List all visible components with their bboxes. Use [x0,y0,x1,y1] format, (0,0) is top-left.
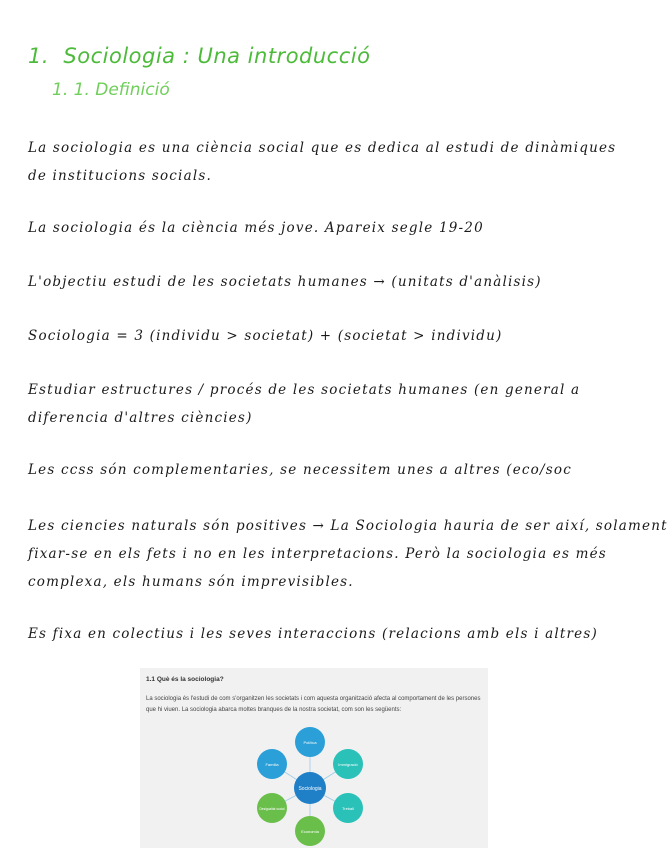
embed-paragraph: La sociologia és l'estudi de com s'organitzen les societats i com aquesta organització afecta al comportament de les persones que hi viuen. La sociologia abarca moltes branques de la nostra societat, com son les següents: [146,696,481,713]
embedded-screenshot [140,668,488,848]
note-line: diferencia d'altres ciències) [28,410,253,426]
node-label: Família [265,762,279,767]
note-line: complexa, els humans són imprevisibles. [28,574,354,590]
note-objective [28,268,542,296]
note-line: Estudiar estructures / procés de les societats humanes (en general a [28,382,581,398]
note-formula [28,322,503,350]
note-line: Sociologia = 3 (individu > societat) + (societat > individu) [28,328,503,344]
node-label: Economia [301,829,319,834]
note-definition [28,134,616,190]
note-line: La sociologia es una ciència social que es dedica al estudi de dinàmiques [28,140,617,156]
note-structures [28,376,580,432]
note-youngest-science [28,214,484,242]
sociology-mind-map [140,668,488,848]
note-line: L'objectiu estudi de les societats humanes → (unitats d'anàlisis) [28,274,542,290]
note-line: fixar-se en els fets i no en les interpretacions. Però la sociologia es més [28,546,607,562]
note-collectives [28,620,598,648]
title-number: 1. [28,44,50,68]
node-label: Immigració [338,762,358,767]
center-label: Sociologia [298,786,322,792]
section-subtitle: 1. 1. Definició [52,80,170,100]
note-line: Les ciencies naturals són positives → La Sociologia hauria de ser així, solament [28,518,668,534]
node-label: Desigualtat social [259,807,285,811]
note-line: Es fixa en colectius i les seves interaccions (relacions amb els i altres) [28,626,598,642]
embed-title: 1.1 Què és la sociologia? [146,676,224,683]
note-line: La sociologia és la ciència més jove. Apareix segle 19-20 [28,220,484,236]
note-line: de institucions socials. [28,168,212,184]
note-line: Les ccss són complementaries, se necessitem unes a altres (eco/soc [28,462,572,478]
title-text: Sociologia : Una introducció [63,44,371,68]
page-title [28,44,370,68]
node-label: Treball [341,806,355,811]
note-complementary [28,456,572,484]
note-natural-sciences [28,512,668,596]
node-label: Política [303,740,317,745]
